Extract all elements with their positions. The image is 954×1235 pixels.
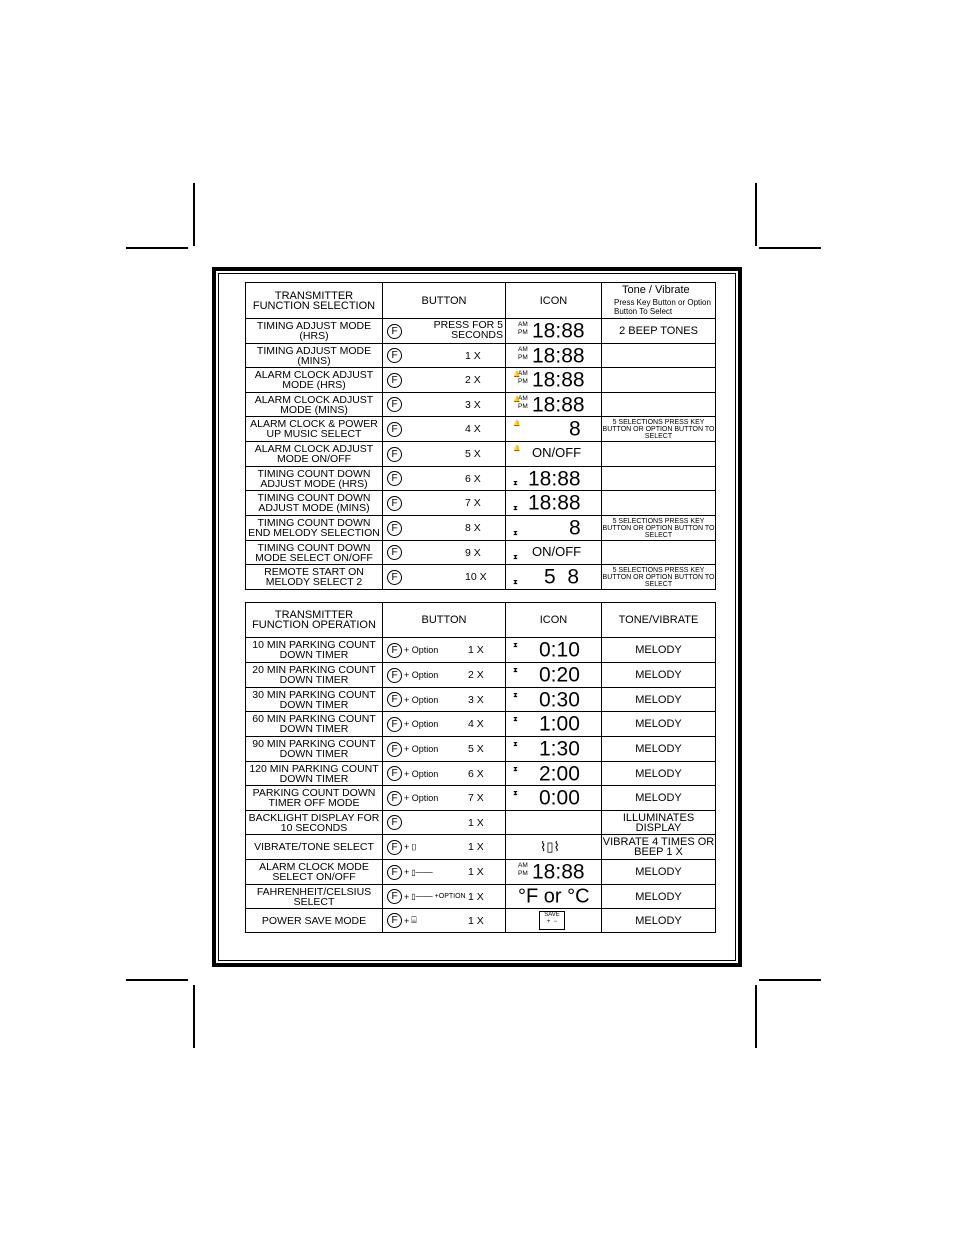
icon-cell	[506, 516, 602, 541]
button-group	[387, 417, 501, 441]
button-cell	[383, 762, 506, 786]
header-function-text: TRANSMITTER FUNCTION OPERATION	[252, 609, 376, 631]
lcd-value: 8	[569, 417, 581, 441]
lcd-display	[506, 663, 601, 687]
function-cell: ALARM CLOCK ADJUST MODE (MINS)	[246, 393, 383, 417]
crop-mark	[759, 247, 821, 249]
function-cell: 30 MIN PARKING COUNT DOWN TIMER	[246, 688, 383, 712]
tone-cell: MELODY	[602, 712, 716, 737]
button-cell	[383, 368, 506, 393]
function-cell: ALARM CLOCK ADJUST MODE (HRS)	[246, 368, 383, 393]
lcd-value: ON/OFF	[532, 544, 582, 559]
function-cell: 60 MIN PARKING COUNT DOWN TIMER	[246, 712, 383, 737]
function-cell: 10 MIN PARKING COUNT DOWN TIMER	[246, 638, 383, 663]
button-group	[387, 663, 501, 687]
icon-cell	[506, 712, 602, 737]
hourglass-icon: ⧗	[513, 642, 518, 649]
icon-cell	[506, 541, 602, 565]
function-selection-table	[245, 282, 716, 590]
lcd-display	[506, 712, 601, 736]
press-count: 7 X	[468, 792, 484, 804]
crop-mark	[126, 979, 188, 981]
temperature-unit: °F or °C	[518, 885, 590, 907]
f-button-icon: F	[387, 422, 402, 437]
table-row	[246, 442, 716, 467]
button-group	[387, 860, 501, 884]
f-button-icon: F	[387, 717, 402, 732]
table-row	[246, 860, 716, 885]
press-count: 3 X	[465, 398, 481, 411]
press-count: 2 X	[465, 374, 481, 386]
tone-cell: MELODY	[602, 737, 716, 762]
lcd-value: 5 8	[544, 565, 580, 589]
option-label: + Option	[404, 768, 439, 779]
button-cell	[383, 417, 506, 442]
table-row	[246, 663, 716, 688]
function-cell: ALARM CLOCK & POWER UP MUSIC SELECT	[246, 417, 383, 442]
icon-cell	[506, 319, 602, 344]
tone-cell: VIBRATE 4 TIMES OR BEEP 1 X	[602, 836, 715, 858]
tone-cell: 5 SELECTIONS PRESS KEY BUTTON OR OPTION BUTTON TO SELECT	[602, 517, 715, 539]
table-row	[246, 516, 716, 541]
function-cell: BACKLIGHT DISPLAY FOR 10 SECONDS	[246, 811, 383, 835]
am-pm-indicator: AM PM	[518, 346, 528, 361]
option-label: + Option	[404, 694, 439, 705]
icon-cell	[506, 786, 602, 811]
f-button-icon: F	[387, 447, 402, 462]
hourglass-icon: ⧗	[513, 667, 518, 674]
f-button-icon: F	[387, 840, 402, 855]
lcd-value: 18:88	[532, 860, 585, 884]
button-cell	[383, 344, 506, 368]
header-button-text: BUTTON	[421, 294, 467, 307]
icon-cell	[506, 909, 602, 933]
table-row	[246, 467, 716, 491]
tone-cell	[602, 442, 716, 467]
table-row	[246, 638, 716, 663]
button-cell	[383, 467, 506, 491]
crop-mark	[759, 979, 821, 981]
bell-icon: 🔔	[513, 397, 521, 403]
header-function	[246, 283, 383, 319]
plus-sign: +	[404, 867, 410, 877]
lcd-value: 0:30	[539, 688, 580, 711]
button-group	[387, 467, 501, 490]
press-count: 5 X	[468, 743, 484, 755]
function-cell: TIMING COUNT DOWN ADJUST MODE (MINS)	[246, 491, 383, 516]
hourglass-icon: ⧗	[513, 505, 518, 512]
icon-cell	[506, 638, 602, 663]
option-label: + Option	[404, 670, 439, 680]
lcd-display	[506, 638, 601, 662]
press-count: 1 X	[468, 914, 484, 927]
header-tone-title: Tone / Vibrate	[622, 284, 690, 296]
function-cell: VIBRATE/TONE SELECT	[246, 835, 383, 860]
f-button-icon: F	[387, 570, 402, 585]
button-cell	[383, 885, 506, 909]
lcd-display	[506, 344, 601, 367]
crop-mark	[193, 985, 195, 1048]
lcd-display	[506, 737, 601, 761]
crop-mark	[126, 247, 188, 249]
plus-sign: +	[404, 915, 410, 926]
lcd-value: 0:20	[539, 663, 580, 687]
lcd-display	[506, 811, 601, 834]
icon-cell	[506, 663, 602, 688]
lcd-value: 0:00	[539, 786, 580, 810]
button-group	[387, 516, 501, 540]
header-icon	[506, 603, 602, 638]
table-row	[246, 541, 716, 565]
button-group	[387, 811, 501, 834]
save-label: SAVE	[544, 912, 560, 918]
tone-cell: MELODY	[602, 860, 716, 885]
tone-cell: MELODY	[602, 762, 716, 786]
lcd-display	[506, 516, 601, 540]
option-label: + Option	[404, 793, 439, 803]
table-row	[246, 786, 716, 811]
icon-cell	[506, 393, 602, 417]
lcd-display	[506, 688, 601, 711]
icon-cell	[506, 344, 602, 368]
lcd-display	[506, 860, 601, 884]
button-cell	[383, 393, 506, 417]
f-button-icon: F	[387, 324, 402, 339]
am-pm-indicator: AM PM	[518, 862, 528, 877]
lock-icon: ⌷	[411, 841, 417, 852]
button-group	[387, 737, 501, 761]
table-row	[246, 319, 716, 344]
button-group	[387, 688, 501, 711]
tone-cell: MELODY	[602, 688, 716, 712]
icon-cell	[506, 835, 602, 860]
press-count: 7 X	[465, 497, 481, 509]
button-cell	[383, 491, 506, 516]
press-instruction: PRESS FOR 5 SECONDS	[433, 319, 503, 341]
tone-cell	[602, 467, 716, 491]
header-button	[383, 283, 506, 319]
button-cell	[383, 541, 506, 565]
header-tone-text: TONE/VIBRATE	[618, 614, 699, 626]
icon-cell	[506, 762, 602, 786]
lcd-value: 1:00	[539, 712, 580, 736]
icon-cell	[506, 737, 602, 762]
save-polarity: + −	[546, 919, 558, 925]
tone-cell: 2 BEEP TONES	[602, 319, 716, 344]
press-count: 1 X	[468, 841, 484, 853]
tone-cell: 5 SELECTIONS PRESS KEY BUTTON OR OPTION BUTTON TO SELECT	[602, 566, 715, 588]
tone-cell: 5 SELECTIONS PRESS KEY BUTTON OR OPTION BUTTON TO SELECT	[602, 418, 715, 440]
table-row	[246, 835, 716, 860]
button-group	[387, 368, 501, 392]
tone-cell	[602, 368, 716, 393]
press-count: 1 X	[468, 890, 484, 903]
function-cell: TIMING ADJUST MODE (HRS)	[246, 319, 383, 344]
f-button-icon: F	[387, 692, 402, 707]
f-button-icon: F	[387, 496, 402, 511]
hourglass-icon: ⧗	[513, 716, 518, 723]
button-group	[387, 909, 501, 932]
icon-cell	[506, 442, 602, 467]
lcd-display	[506, 786, 601, 810]
lcd-display	[506, 762, 601, 785]
table-row	[246, 368, 716, 393]
header-tone	[602, 283, 716, 319]
button-group	[387, 885, 501, 908]
press-count: 6 X	[468, 767, 484, 780]
crop-mark	[755, 183, 757, 246]
press-count: 8 X	[465, 522, 481, 534]
button-group	[387, 762, 501, 785]
f-button-icon: F	[387, 471, 402, 486]
lcd-value: 18:88	[532, 344, 585, 367]
lcd-display	[506, 909, 601, 932]
lcd-display	[506, 541, 601, 564]
f-button-icon: F	[387, 521, 402, 536]
am-pm-indicator: AM PM	[518, 321, 528, 336]
table-row	[246, 688, 716, 712]
table-row	[246, 393, 716, 417]
tone-cell: MELODY	[602, 786, 716, 811]
lcd-display	[506, 835, 601, 859]
button-group	[387, 344, 501, 367]
button-group	[387, 786, 501, 810]
icon-cell	[506, 368, 602, 393]
table-row	[246, 417, 716, 442]
function-cell: TIMING COUNT DOWN END MELODY SELECTION	[246, 516, 383, 541]
f-button-icon: F	[387, 865, 402, 880]
option-label: + Option	[404, 719, 439, 729]
option-label: +OPTION	[434, 893, 466, 900]
header-tone-subtitle: Press Key Button or Option Button To Select	[614, 298, 711, 316]
f-button-icon: F	[387, 643, 402, 658]
table-row	[246, 885, 716, 909]
button-group	[387, 835, 501, 859]
function-cell: ALARM CLOCK ADJUST MODE ON/OFF	[246, 442, 383, 467]
crop-mark	[755, 985, 757, 1048]
tone-cell	[602, 344, 716, 368]
press-count: 9 X	[465, 546, 481, 559]
lcd-value: 1:30	[539, 737, 580, 761]
function-cell: 120 MIN PARKING COUNT DOWN TIMER	[246, 762, 383, 786]
plus-sign: +	[404, 891, 410, 902]
icon-cell	[506, 688, 602, 712]
plus-sign: +	[404, 842, 410, 852]
lcd-value: 8	[569, 516, 581, 540]
button-cell	[383, 835, 506, 860]
function-cell: 20 MIN PARKING COUNT DOWN TIMER	[246, 663, 383, 688]
lcd-display	[506, 319, 601, 343]
header-icon-text: ICON	[539, 294, 568, 307]
press-count: 2 X	[468, 669, 484, 681]
tone-cell: ILLUMINATES DISPLAY	[602, 811, 716, 835]
function-cell: POWER SAVE MODE	[246, 909, 383, 933]
table-row	[246, 737, 716, 762]
lcd-value: 18:88	[532, 393, 585, 416]
button-cell	[383, 712, 506, 737]
press-count: 1 X	[468, 866, 484, 878]
function-cell: TIMING COUNT DOWN ADJUST MODE (HRS)	[246, 467, 383, 491]
table-row	[246, 811, 716, 835]
lcd-display	[506, 491, 601, 515]
lcd-value: 18:88	[532, 319, 585, 343]
hourglass-icon: ⧗	[513, 554, 518, 561]
icon-cell	[506, 811, 602, 835]
button-group	[387, 541, 501, 564]
button-cell	[383, 811, 506, 835]
function-cell: 90 MIN PARKING COUNT DOWN TIMER	[246, 737, 383, 762]
hourglass-icon: ⧗	[513, 766, 518, 773]
lcd-value: 18:88	[528, 491, 581, 515]
vibrate-icon: ⌇▯⌇	[540, 839, 560, 854]
key-icon: ▯───	[411, 892, 433, 901]
key-icon: ▯───	[411, 867, 433, 877]
icon-cell	[506, 417, 602, 442]
header-function-text: TRANSMITTER FUNCTION SELECTION	[252, 289, 376, 312]
table-row	[246, 762, 716, 786]
press-count: 3 X	[468, 693, 484, 706]
button-cell	[383, 786, 506, 811]
hourglass-icon: ⧗	[513, 480, 518, 487]
press-count: 6 X	[465, 472, 481, 485]
am-pm-indicator: AM PM	[518, 370, 528, 385]
remote-icon: ⌸	[411, 915, 417, 925]
icon-cell	[506, 491, 602, 516]
bell-icon: 🔔	[513, 446, 521, 452]
button-group	[387, 638, 501, 662]
press-count: 4 X	[465, 423, 481, 435]
press-count: 10 X	[465, 571, 487, 583]
f-button-icon: F	[387, 373, 402, 388]
f-button-icon: F	[387, 815, 402, 830]
button-cell	[383, 442, 506, 467]
f-button-icon: F	[387, 668, 402, 683]
press-count: 1 X	[465, 349, 481, 362]
button-group	[387, 491, 501, 515]
lcd-value: 2:00	[539, 762, 580, 785]
button-group	[387, 393, 501, 416]
header-button	[383, 603, 506, 638]
tone-cell	[602, 393, 716, 417]
function-cell: TIMING ADJUST MODE (MINS)	[246, 344, 383, 368]
header-icon-text: ICON	[539, 614, 568, 626]
lcd-value: 18:88	[532, 368, 585, 392]
hourglass-icon: ⧗	[513, 530, 518, 537]
f-button-icon: F	[387, 791, 402, 806]
press-count: 4 X	[468, 718, 484, 730]
tone-cell	[602, 491, 716, 516]
press-count: 1 X	[468, 644, 484, 656]
press-count: 1 X	[468, 816, 484, 829]
lcd-display	[506, 565, 601, 589]
icon-cell	[506, 565, 602, 590]
icon-cell	[506, 467, 602, 491]
button-cell	[383, 663, 506, 688]
header-tone	[602, 603, 716, 638]
button-cell	[383, 319, 506, 344]
button-cell	[383, 688, 506, 712]
f-button-icon: F	[387, 913, 402, 928]
button-cell	[383, 516, 506, 541]
button-cell	[383, 638, 506, 663]
lcd-value: ON/OFF	[532, 445, 582, 460]
lcd-display	[506, 393, 601, 416]
f-button-icon: F	[387, 348, 402, 363]
lcd-value: 18:88	[528, 467, 581, 490]
tone-cell: MELODY	[602, 663, 716, 688]
f-button-icon: F	[387, 889, 402, 904]
battery-save-icon	[539, 911, 565, 930]
function-cell: PARKING COUNT DOWN TIMER OFF MODE	[246, 786, 383, 811]
hourglass-icon: ⧗	[513, 790, 518, 797]
press-count: 5 X	[465, 448, 481, 460]
f-button-icon: F	[387, 397, 402, 412]
table-row	[246, 712, 716, 737]
lcd-display	[506, 368, 601, 392]
hourglass-icon: ⧗	[513, 579, 518, 586]
tone-cell: MELODY	[602, 638, 716, 663]
function-cell: TIMING COUNT DOWN MODE SELECT ON/OFF	[246, 541, 383, 565]
table-row	[246, 491, 716, 516]
am-pm-indicator: AM PM	[518, 395, 528, 410]
hourglass-icon: ⧗	[513, 741, 518, 748]
tone-cell: MELODY	[602, 885, 716, 909]
table-row	[246, 565, 716, 590]
header-button-text: BUTTON	[421, 614, 467, 626]
lcd-value: 0:10	[539, 638, 580, 662]
button-cell	[383, 860, 506, 885]
button-group	[387, 442, 501, 466]
button-cell	[383, 909, 506, 933]
tone-cell	[602, 541, 716, 565]
lcd-display	[506, 467, 601, 490]
option-label: + Option	[404, 744, 439, 754]
function-cell: REMOTE START ON MELODY SELECT 2	[246, 565, 383, 590]
table-row	[246, 344, 716, 368]
icon-cell	[506, 860, 602, 885]
lcd-display	[506, 885, 601, 908]
bell-icon: 🔔	[513, 421, 521, 427]
header-function	[246, 603, 383, 638]
hourglass-icon: ⧗	[513, 692, 518, 699]
crop-mark	[193, 183, 195, 246]
lcd-display	[506, 442, 601, 466]
button-cell	[383, 737, 506, 762]
lcd-display	[506, 417, 601, 441]
f-button-icon: F	[387, 742, 402, 757]
table-row	[246, 909, 716, 933]
function-cell: FAHRENHEIT/CELSIUS SELECT	[246, 885, 383, 909]
tone-cell: MELODY	[602, 909, 716, 933]
icon-cell	[506, 885, 602, 909]
bell-icon: 🔔	[513, 372, 521, 378]
function-cell: ALARM CLOCK MODE SELECT ON/OFF	[246, 860, 383, 885]
header-icon	[506, 283, 602, 319]
function-operation-table	[245, 602, 716, 933]
option-label: + Option	[404, 645, 439, 655]
button-group	[387, 712, 501, 736]
f-button-icon: F	[387, 766, 402, 781]
button-cell	[383, 565, 506, 590]
f-button-icon: F	[387, 545, 402, 560]
